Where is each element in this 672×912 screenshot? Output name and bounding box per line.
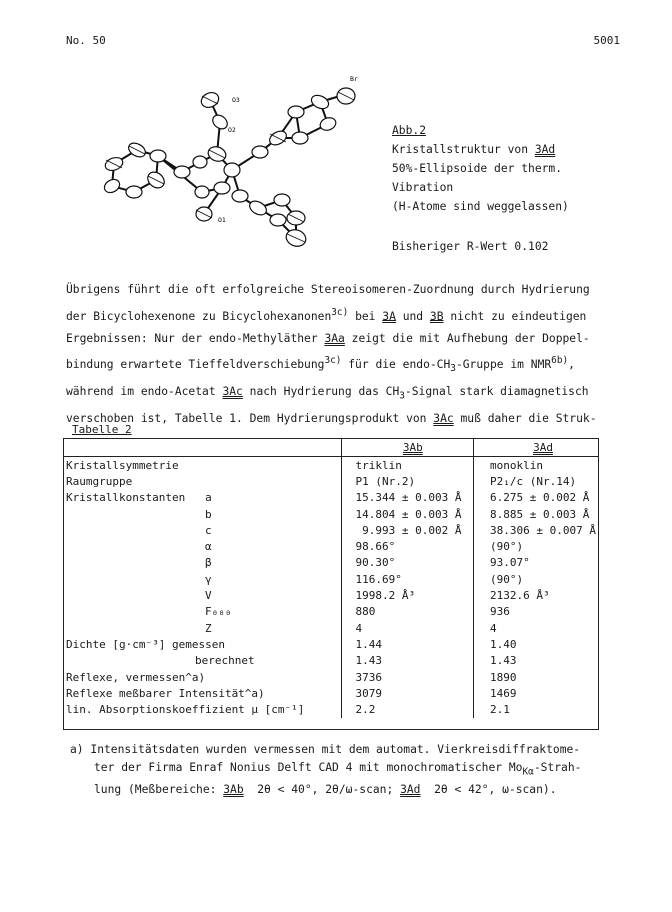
table-row: Reflexe meßbarer Intensität^a) 3079 1469 <box>63 685 599 701</box>
paragraph-line: der Bicyclohexenone zu Bicyclohexanonen$^{3c)}$ bei 3A und 3B nicht zu eindeutigen <box>66 306 587 323</box>
column-header-3ab: 3Ab <box>341 438 473 457</box>
caption-title: Abb.2 <box>392 124 427 137</box>
table-row: γ 116.69° (90°) <box>63 571 599 587</box>
table-row: β 90.30° 93.07° <box>63 555 599 571</box>
footnote-line: lung (Meßbereiche: 3Ab 2θ < 40°, 2θ/ω-scan; 3Ad 2θ < 42°, ω-scan). <box>94 783 557 797</box>
table-footnote <box>70 741 610 799</box>
caption-rwert: Bisheriger R-Wert 0.102 <box>392 240 549 253</box>
table-title: Tabelle 2 <box>72 423 132 436</box>
crystal-data-table <box>63 438 599 718</box>
column-header-3ad: 3Ad <box>474 438 599 457</box>
table-row: lin. Absorptionskoeffizient μ [cm⁻¹] 2.2 2.1 <box>63 701 599 717</box>
crystal-structure-figure <box>82 72 372 262</box>
paragraph-line: verschoben ist, Tabelle 1. Dem Hydrierungsprodukt von 3Ac muß daher die Struk- <box>66 411 597 425</box>
atom-label-o3: O3 <box>232 96 240 104</box>
atom-label-o2: O2 <box>228 126 236 134</box>
paragraph-line: während im endo-Acetat 3Ac nach Hydrierung das $CH_3$-Signal stark diamagnetisch <box>66 384 589 402</box>
table-row: Reflexe, vermessen^a) 3736 1890 <box>63 669 599 685</box>
table-row: Dichte [g·cm⁻³] gemessen 1.44 1.40 <box>63 636 599 652</box>
atom-label-o1: O1 <box>218 216 226 224</box>
footnote-line: ter der Firma Enraf Nonius Delft CAD 4 mit monochromatischer $Mo_{K\alpha}-Strah-$ <box>94 761 582 778</box>
table-row: c 9.993 ± 0.002 Å 38.306 ± 0.007 Å <box>63 522 599 538</box>
table-row: b 14.804 ± 0.003 Å 8.885 ± 0.003 Å <box>63 506 599 522</box>
table-row: Kristallsymmetrie triklin monoklin <box>63 457 599 474</box>
table-row: F₀₀₀ 880 936 <box>63 604 599 620</box>
caption-line-1: Kristallstruktur von 3Ad <box>392 143 556 156</box>
table-row: Z 4 4 <box>63 620 599 636</box>
atom-label-br: Br <box>350 75 358 83</box>
footnote-line: a) Intensitätsdaten wurden vermessen mit dem automat. Vierkreisdiffraktome- <box>70 743 581 756</box>
paragraph-line: Übrigens führt die oft erfolgreiche Stereoisomeren-Zuordnung durch Hydrierung <box>66 283 590 296</box>
table-row: Kristallkonstanten a 15.344 ± 0.003 Å 6.275 ± 0.002 Å <box>63 490 599 506</box>
page-journal-number: No. 50 <box>66 34 106 47</box>
table-row: V 1998.2 Å³ 2132.6 Å³ <box>63 587 599 603</box>
body-paragraph <box>66 279 606 430</box>
figure-caption <box>392 121 569 256</box>
paragraph-line: Ergebnissen: Nur der endo-Methyläther 3Aa zeigt die mit Aufhebung der Doppel- <box>66 331 590 345</box>
paragraph-line: bindung erwartete Tieffeldverschiebung$^{3c)}$ für die endo-$CH_3$-Gruppe im $NMR^{6b)}$, <box>66 355 575 375</box>
table-row: berechnet 1.43 1.43 <box>63 653 599 669</box>
table-row: α 98.66° (90°) <box>63 538 599 554</box>
table-row: Raumgruppe P1 (Nr.2) P2₁/c (Nr.14) <box>63 473 599 489</box>
caption-line-2: 50%-Ellipsoide der therm. <box>392 162 563 175</box>
page-number: 5001 <box>593 34 620 47</box>
caption-line-4: (H-Atome sind weggelassen) <box>392 200 569 213</box>
table-header-row <box>63 438 599 457</box>
caption-line-3: Vibration <box>392 181 454 194</box>
